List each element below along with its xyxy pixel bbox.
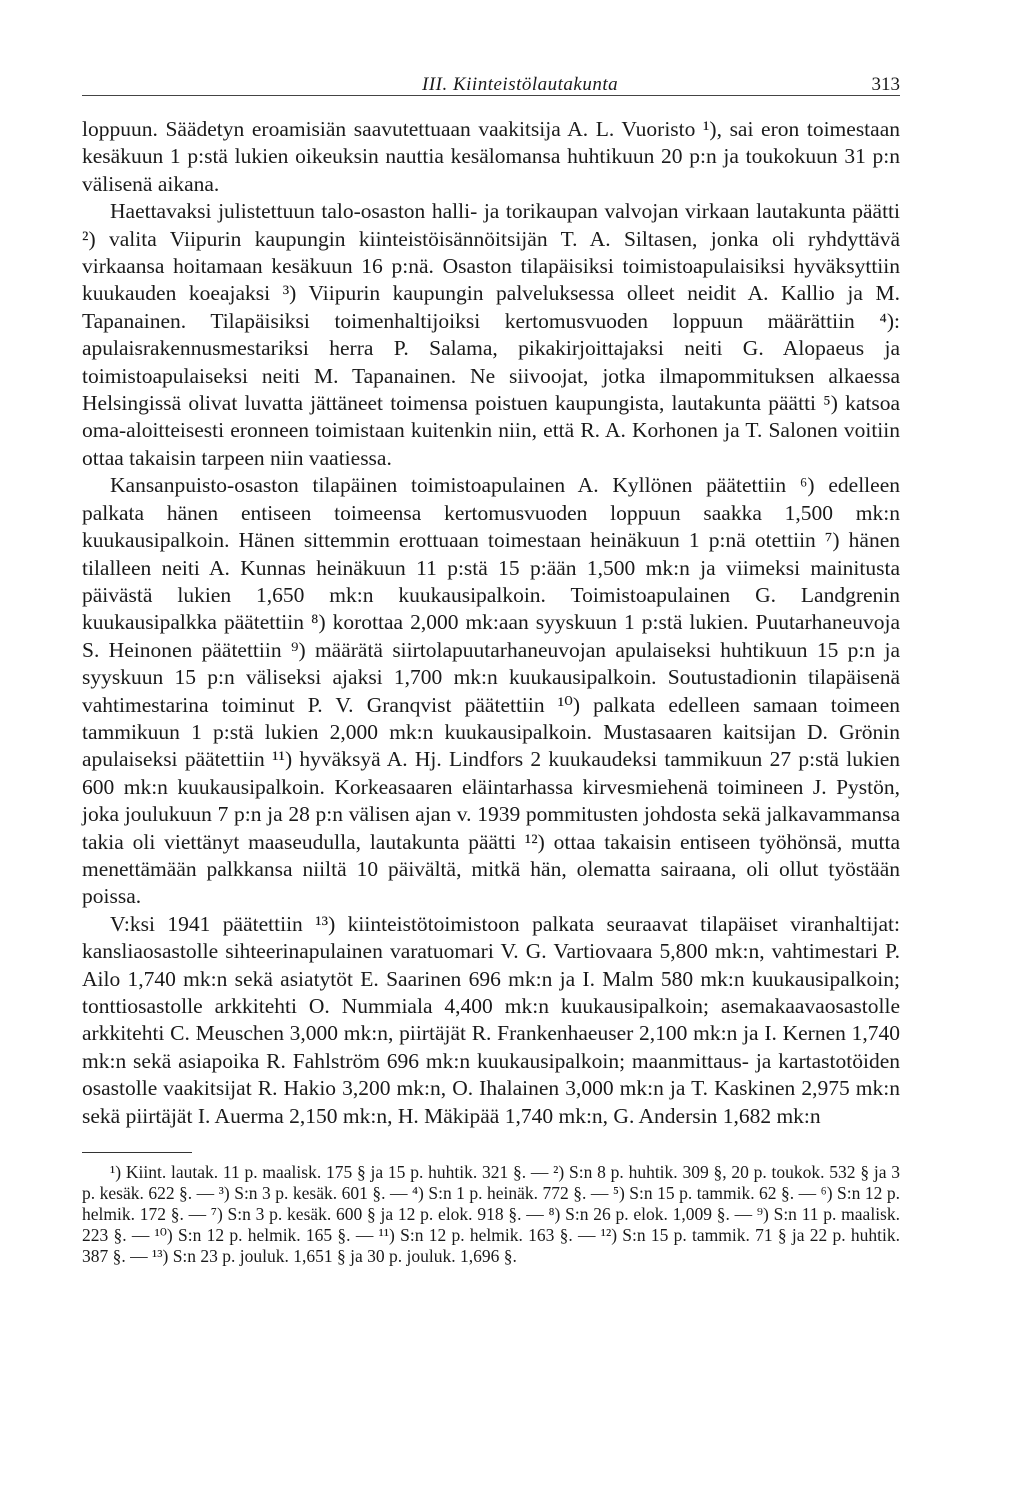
footnote-rule	[82, 1152, 192, 1153]
page-number: 313	[871, 74, 900, 95]
page-header	[82, 62, 900, 96]
running-title: III. Kiinteistölautakunta	[422, 74, 619, 95]
footnote-text: ¹) Kiint. lautak. 11 p. maalisk. 175 § ja 15 p. huhtik. 321 §. — ²) S:n 8 p. huhtik. 309 §, 20 p. toukok. 532 § ja 3 p. kesäk. 622 §. — ³) S:n 3 p. kesäk. 601 §. — ⁴) S:n 1 p. heinäk. 772 §. — ⁵) S:n 15 p. tammik. 62 §. — ⁶) S:n 12 p. helmik. 172 §. — ⁷) S:n 3 p. kesäk. 600 § ja 12 p. elok. 918 §. — ⁸) S:n 26 p. elok. 1,009 §. — ⁹) S:n 11 p. maalisk. 223 §. — ¹⁰) S:n 12 p. helmik. 165 §. — ¹¹) S:n 12 p. helmik. 163 §. — ¹²) S:n 15 p. tammik. 71 § ja 22 p. huhtik. 387 §. — ¹³) S:n 23 p. jouluk. 1,651 § ja 30 p. jouluk. 1,696 §.	[82, 1162, 900, 1266]
paragraph: loppuun. Säädetyn eroamisiän saavutettuaan vaakitsija A. L. Vuoristo ¹), sai eron toimestaan kesäkuun 1 p:stä lukien oikeuksin nauttia kesälomansa huhtikuun 20 p:n ja toukokuun 31 p:n välisenä aikana.	[82, 117, 900, 196]
paragraph: Kansanpuisto-osaston tilapäinen toimistoapulainen A. Kyllönen päätettiin ⁶) edelleen palkata hänen entiseen toimeensa kertomusvuoden loppuun saakka 1,500 mk:n kuukausipalkoin. Hänen sittemmin erottuaan toimestaan heinäkuun 1 p:nä otettiin ⁷) hänen tilalleen neiti A. Kunnas heinäkuun 11 p:stä 15 p:ään 1,500 mk:n ja viimeksi mainitusta päivästä lukien 1,650 mk:n kuukausipalkoin. Toimistoapulainen G. Landgrenin kuukausipalkka päätettiin ⁸) korottaa 2,000 mk:aan syyskuun 1 p:stä lukien. Puutarhaneuvoja S. Heinonen päätettiin ⁹) määrätä siirtolapuutarhaneuvojan apulaiseksi huhtikuun 15 p:n ja syyskuun 15 p:n väliseksi ajaksi 1,700 mk:n kuukausipalkoin. Soutustadionin tilapäisenä vahtimestarina toiminut P. V. Granqvist päätettiin ¹⁰) palkata edelleen samaan toimeen tammikuun 1 p:stä lukien 2,000 mk:n kuukausipalkoin. Mustasaaren kaitsijan D. Grönin apulaiseksi päätettiin ¹¹) hyväksyä A. Hj. Lindfors 2 kuukaudeksi tammikuun 27 p:stä lukien 600 mk:n kuukausipalkoin. Korkeasaaren eläintarhassa kirvesmiehenä toimineen J. Pystön, joka joulukuun 7 p:n ja 28 p:n välisen ajan v. 1939 pommitusten johdosta sekä jalkavammansa takia oli viettänyt maaseudulla, lautakunta päätti ¹²) ottaa takaisin entiseen työhönsä, mutta menettämään palkkansa niiltä 10 päivältä, mitkä hän, olematta sairaana, oli ollut työstään poissa.	[82, 473, 900, 909]
paragraph: Haettavaksi julistettuun talo-osaston halli- ja torikaupan valvojan virkaan lautakunta päätti ²) valita Viipurin kaupungin kiinteistöisännöitsijän T. A. Siltasen, jonka oli ryhdyttävä virkaansa hoitamaan kesäkuun 16 p:nä. Osaston tilapäisiksi toimistoapulaisiksi hyväksyttiin kuukauden koeajaksi ³) Viipurin kaupungin palveluksessa olleet neidit A. Kallio ja M. Tapanainen. Tilapäisiksi toimenhaltijoiksi kertomusvuoden loppuun määrättiin ⁴): apulaisrakennusmestariksi herra P. Salama, pikakirjoittajaksi neiti G. Alopaeus ja toimistoapulaiseksi neiti M. Tapanainen. Ne siivoojat, jotka ilmapommituksen alkaessa Helsingissä olivat luvatta jättäneet toimensa poistuen kaupungista, lautakunta päätti ⁵) katsoa oma-aloitteisesti eronneen toimistaan kuitenkin niin, että R. A. Korhonen ja T. Salonen voitiin ottaa takaisin tarpeen niin vaatiessa.	[82, 199, 900, 470]
paragraph: V:ksi 1941 päätettiin ¹³) kiinteistötoimistoon palkata seuraavat tilapäiset viranhaltijat: kansliaosastolle sihteerinapulainen varatuomari V. G. Vartiovaara 5,800 mk:n, vahtimestari P. Ailo 1,740 mk:n sekä asiatytöt E. Saarinen 696 mk:n ja I. Malm 580 mk:n kuukausipalkoin; tonttiosastolle arkkitehti O. Nummiala 4,400 mk:n kuukausipalkoin; asemakaavaosastolle arkkitehti C. Meuschen 3,000 mk:n, piirtäjät R. Frankenhaeuser 2,100 mk:n ja I. Kernen 1,740 mk:n sekä asiapoika R. Fahlström 696 mk:n kuukausipalkoin; maanmittaus- ja kartastotöiden osastolle vaakitsijat R. Hakio 3,200 mk:n, O. Ihalainen 3,000 mk:n ja T. Kaskinen 2,975 mk:n sekä piirtäjät I. Auerma 2,150 mk:n, H. Mäkipää 1,740 mk:n, G. Andersin 1,682 mk:n	[82, 911, 900, 1128]
body-text	[82, 116, 900, 1130]
footnotes	[82, 1162, 900, 1267]
header-rule	[82, 95, 900, 96]
